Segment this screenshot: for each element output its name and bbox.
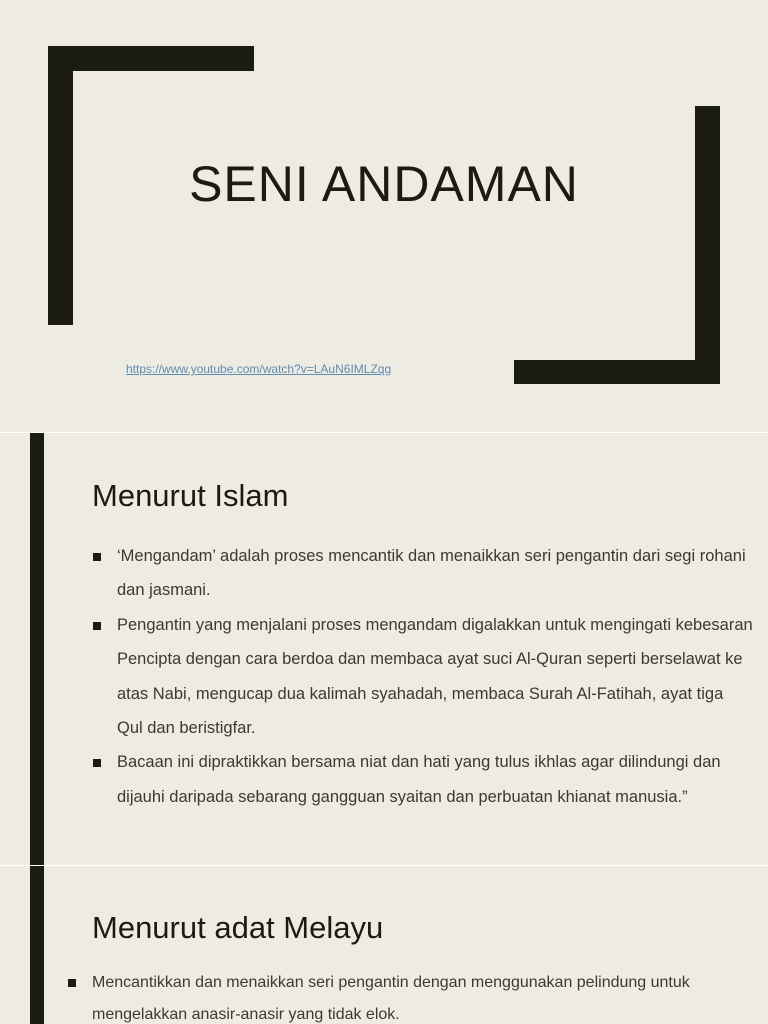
left-accent-bar [30, 433, 44, 865]
title-slide [0, 0, 768, 432]
corner-bracket-top-left-horizontal [48, 46, 254, 71]
list-item [93, 539, 753, 608]
bullet-list [93, 539, 753, 814]
bullet-text: Pengantin yang menjalani proses mengandam digalakkan untuk mengingati kebesaran Pencipta dengan cara berdoa dan membaca ayat suci Al-Quran seperti berselawat ke atas Nabi, mengucap dua kalimah syahadah, membaca Surah Al-Fatihah, ayat tiga Qul dan beristigfar. [117, 615, 753, 738]
list-item [93, 745, 753, 814]
content-slide-adat-melayu [0, 866, 768, 1024]
square-bullet-icon [93, 622, 101, 630]
square-bullet-icon [93, 553, 101, 561]
bullet-text: ‘Mengandam’ adalah proses mencantik dan menaikkan seri pengantin dari segi rohani dan jasmani. [117, 547, 746, 600]
content-slide-islam [0, 433, 768, 865]
slide-heading: Menurut adat Melayu [92, 910, 384, 945]
list-item [68, 967, 758, 1024]
bullet-list [68, 967, 758, 1024]
corner-bracket-bottom-right-horizontal [514, 360, 720, 384]
bullet-text: Mencantikkan dan menaikkan seri pengantin dengan menggunakan pelindung untuk mengelakkan anasir-anasir yang tidak elok. [92, 974, 690, 1023]
slide-heading: Menurut Islam [92, 478, 289, 513]
square-bullet-icon [93, 759, 101, 767]
bullet-text: Bacaan ini dipraktikkan bersama niat dan hati yang tulus ikhlas agar dilindungi dan dijauhi daripada sebarang gangguan syaitan dan perbuatan khianat manusia.” [117, 753, 721, 806]
corner-bracket-bottom-right-vertical [695, 106, 720, 384]
square-bullet-icon [68, 979, 76, 987]
list-item [93, 608, 753, 746]
youtube-link[interactable]: https://www.youtube.com/watch?v=LAuN6IMLZqg [126, 362, 392, 376]
slide-title: SENI ANDAMAN [189, 156, 579, 212]
left-accent-bar [30, 866, 44, 1024]
